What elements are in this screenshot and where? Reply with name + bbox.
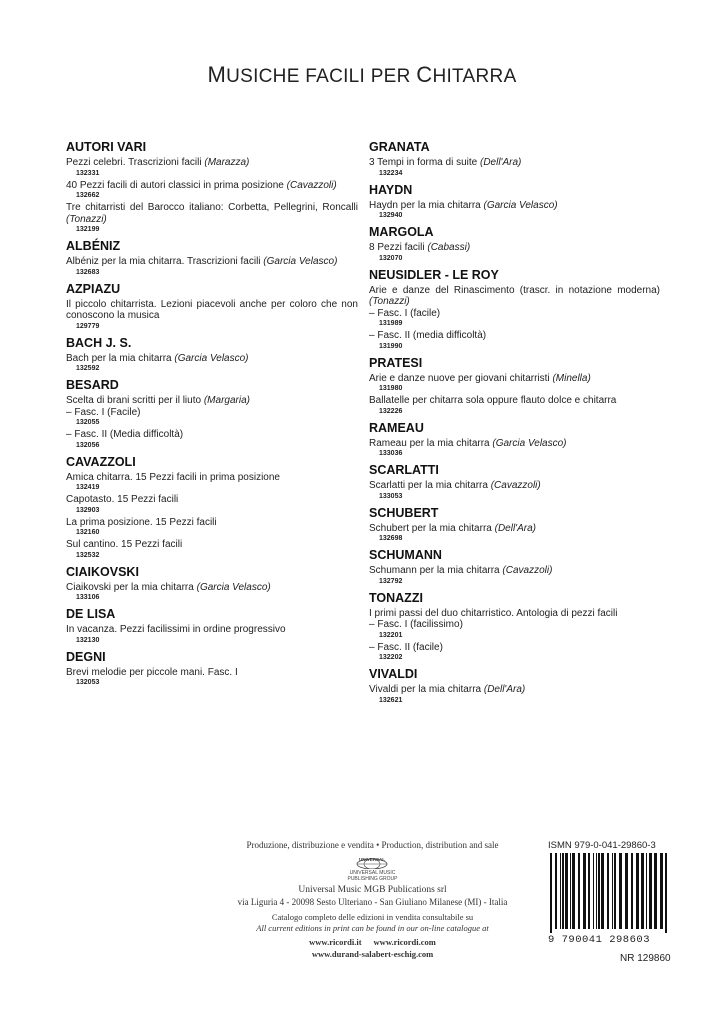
work-title-text: In vacanza. Pezzi facilissimi in ordine progressivo — [66, 624, 286, 635]
work-title — [66, 582, 358, 594]
work-title — [369, 242, 660, 254]
work-title-text: – Fasc. II (Media difficoltà) — [66, 429, 184, 440]
catalogue-code: 131980 — [379, 385, 403, 392]
catalogue-entry — [369, 140, 660, 179]
work-title-text: La prima posizione. 15 Pezzi facili — [66, 516, 217, 528]
barcode-bar — [583, 853, 586, 929]
arranger-name: (Garcia Velasco) — [196, 581, 271, 593]
work-title-text: 8 Pezzi facili — [369, 242, 428, 253]
barcode-bar — [631, 853, 633, 929]
arranger-name: (Cavazzoli) — [490, 480, 541, 491]
barcode-bar — [555, 853, 557, 929]
production-line: Produzione, distribuzione e vendita • Production, distribution and sale — [246, 840, 499, 850]
catalogue-code: 132226 — [379, 407, 403, 415]
barcode-bar — [596, 853, 597, 929]
barcode-bar — [636, 853, 639, 929]
work-title-text: Capotasto. 15 Pezzi facili — [66, 494, 179, 505]
work-title — [66, 407, 358, 419]
composer-name: DEGNI — [66, 649, 106, 664]
work-title — [66, 624, 358, 636]
barcode-bar — [565, 853, 568, 929]
catalogue-entry — [66, 239, 358, 278]
work-title — [369, 373, 660, 385]
work-title — [369, 157, 660, 169]
composer-name: DE LISA — [66, 607, 116, 621]
work-title-text: – Fasc. I (Facile) — [66, 406, 141, 418]
work-title — [66, 494, 358, 506]
work-title-text: Schubert per la mia chitarra — [369, 522, 495, 534]
arranger-name: (Garcia Velasco) — [174, 352, 249, 364]
work-title-text: Scelta di brani scritti per il liuto — [66, 395, 204, 406]
catalogue-entry — [369, 506, 660, 545]
arranger-name: (Margaria) — [203, 395, 250, 406]
catalogue-code: 131989 — [379, 320, 403, 327]
arranger-name: (Marazza) — [204, 157, 250, 168]
work-title-text: – Fasc. I (facilissimo) — [369, 619, 463, 630]
arranger-name: (Cabassi) — [427, 242, 471, 253]
catalogue-code: 132070 — [379, 254, 403, 262]
website-link-ricordi-com[interactable]: www.ricordi.com — [373, 937, 436, 947]
work-title — [369, 523, 660, 535]
arranger-name: (Garcia Velasco) — [492, 437, 567, 449]
work-title-text: Sul cantino. 15 Pezzi facili — [66, 539, 183, 550]
composer-name: MARGOLA — [369, 225, 434, 239]
catalogue-code: 132160 — [76, 529, 100, 536]
arranger-name: (Dell'Ara) — [483, 684, 526, 695]
composer-name: GRANATA — [369, 140, 430, 154]
catalogue-entry — [369, 463, 660, 502]
work-title — [66, 539, 358, 551]
catalogue-code: 133106 — [76, 594, 100, 601]
work-title-text: Ballatelle per chitarra sola oppure flauto dolce e chitarra — [369, 395, 617, 406]
catalogue-code: 132201 — [379, 631, 403, 639]
work-title — [66, 299, 358, 322]
catalogue-code: 132683 — [76, 268, 100, 276]
work-title — [369, 619, 660, 631]
work-title-text: Schumann per la mia chitarra — [369, 565, 503, 576]
catalogue-note-it: Catalogo completo delle edizioni in vendita consultabile su — [271, 912, 474, 922]
work-title — [369, 308, 660, 320]
barcode-bar — [570, 853, 571, 929]
composer-name: SCARLATTI — [369, 463, 439, 477]
work-title — [66, 429, 358, 441]
work-title — [369, 642, 660, 654]
catalogue-code: 132130 — [76, 636, 100, 644]
barcode-bar — [588, 853, 590, 929]
work-title-text: Haydn per la mia chitarra — [369, 199, 484, 211]
barcode-bar — [607, 853, 609, 929]
work-title — [369, 565, 660, 577]
barcode-bar — [560, 853, 561, 929]
catalogue-entry — [369, 225, 660, 264]
work-title-text: Tre chitarristi del Barocco italiano: Corbetta, Pellegrini, Roncalli — [66, 202, 358, 213]
catalogue-entry — [66, 455, 358, 561]
composer-name: SCHUMANN — [369, 548, 442, 562]
publisher-footer — [200, 840, 545, 960]
work-title — [66, 353, 358, 365]
composer-name: BESARD — [66, 378, 119, 392]
catalogue-entry — [369, 183, 660, 222]
work-title-text: Albéniz per la mia chitarra. Trascrizioni facili — [66, 256, 264, 267]
catalogue-entry — [66, 282, 358, 332]
catalogue-code: 132053 — [76, 679, 100, 686]
work-title-text: Amica chitarra. 15 Pezzi facili in prima posizione — [66, 471, 280, 483]
catalogue-code: 132202 — [379, 654, 403, 661]
barcode-block — [548, 840, 670, 946]
catalogue-entry — [66, 378, 358, 451]
catalogue-code: 132792 — [379, 577, 403, 585]
work-title-text: – Fasc. I (facile) — [369, 307, 441, 319]
barcode-bar — [550, 853, 552, 933]
catalogue-left-column — [66, 140, 358, 690]
catalogue-entry — [66, 336, 358, 375]
work-title — [66, 517, 358, 529]
catalogue-entry — [66, 565, 358, 604]
catalogue-code: 132592 — [76, 365, 100, 372]
work-title-text: – Fasc. II (media difficoltà) — [369, 330, 487, 341]
barcode-bar — [625, 853, 628, 929]
arranger-name: (Garcia Velasco) — [483, 199, 558, 211]
catalogue-code: 132698 — [379, 535, 403, 542]
composer-name: VIVALDI — [369, 667, 418, 681]
composer-name: ALBÉNIZ — [66, 239, 121, 253]
arranger-name: (Cavazzoli) — [502, 565, 553, 576]
work-title-text: Arie e danze del Rinascimento (trascr. in notazione moderna) — [369, 284, 660, 296]
barcode-bar — [593, 853, 594, 929]
barcode-bar — [572, 853, 575, 929]
catalogue-code: 131990 — [379, 342, 403, 350]
catalogue-code: 133053 — [379, 492, 403, 500]
work-title-text: Vivaldi per la mia chitarra — [369, 684, 484, 695]
catalogue-entry — [66, 650, 358, 689]
barcode-digits: 9 790041 298603 — [548, 934, 651, 946]
barcode-bar — [601, 853, 604, 929]
catalogue-code: 132234 — [379, 169, 403, 177]
barcode-bar — [562, 853, 564, 929]
barcode-bar — [612, 853, 613, 929]
universal-music-logo — [347, 855, 397, 882]
barcode-bar — [641, 853, 644, 929]
work-title-text: Il piccolo chitarrista. Lezioni piacevoli anche per coloro che non conoscono la musica — [66, 298, 358, 321]
composer-name: AZPIAZU — [66, 281, 121, 296]
work-title-text: Scarlatti per la mia chitarra — [369, 480, 491, 491]
catalogue-entry — [66, 607, 358, 646]
work-title — [369, 395, 660, 407]
website-link-ricordi-it[interactable]: www.ricordi.it — [309, 937, 362, 947]
work-title — [369, 438, 660, 450]
composer-name: RAMEAU — [369, 420, 424, 435]
catalogue-code: 132940 — [379, 212, 403, 219]
catalogue-code: 132903 — [76, 506, 100, 514]
website-link-durand[interactable]: www.durand-salabert-eschig.com — [311, 949, 434, 959]
catalogue-entry — [66, 140, 358, 235]
arranger-name: (Dell'Ara) — [479, 157, 522, 168]
catalogue-entry — [369, 421, 660, 460]
catalogue-entry — [369, 667, 660, 706]
catalogue-code: 132199 — [76, 226, 100, 233]
arranger-name: (Cavazzoli) — [286, 179, 337, 191]
page-title: MUSICHE FACILI PER CHITARRA — [207, 62, 517, 87]
work-title — [66, 180, 358, 192]
catalogue-entry — [369, 356, 660, 417]
catalogue-entry — [369, 591, 660, 664]
arranger-name: (Dell'Ara) — [494, 522, 536, 534]
catalogue-code: 132331 — [76, 169, 100, 177]
website-links — [200, 937, 545, 948]
logo-line-1: UNIVERSAL MUSIC — [349, 870, 396, 876]
barcode-bar — [660, 853, 663, 929]
arranger-name: (Garcia Velasco) — [263, 256, 338, 267]
barcode-icon — [548, 853, 670, 933]
composer-name: SCHUBERT — [369, 505, 439, 520]
barcode-bar — [578, 853, 580, 929]
globe-logo-icon — [355, 855, 389, 869]
work-title-text: 40 Pezzi facili di autori classici in prima posizione — [66, 179, 287, 191]
composer-name: CIAIKOVSKI — [66, 564, 139, 579]
logo-line-2: PUBLISHING GROUP — [347, 876, 398, 882]
barcode-bar — [654, 853, 657, 929]
publisher-address: via Liguria 4 - 20098 Sesto Ulteriano - San Giuliano Milanese (MI) - Italia — [237, 897, 508, 907]
composer-name: BACH J. S. — [66, 335, 132, 350]
catalogue-code: 132662 — [76, 192, 100, 199]
arranger-name: (Tonazzi) — [66, 213, 107, 225]
work-title — [66, 157, 358, 169]
catalogue-code: 133036 — [379, 450, 403, 457]
barcode-bar — [649, 853, 652, 929]
catalogue-entry — [369, 548, 660, 587]
composer-name: AUTORI VARI — [66, 140, 147, 154]
work-title — [369, 285, 660, 308]
catalogue-code: 129779 — [76, 322, 100, 330]
catalogue-code: 132621 — [379, 696, 403, 704]
catalogue-right-column — [369, 140, 660, 708]
work-title — [369, 480, 660, 492]
logo-wordmark: UNIVERSAL — [359, 857, 386, 862]
arranger-name: (Minella) — [552, 372, 591, 384]
work-title — [369, 200, 660, 212]
work-title — [66, 395, 358, 407]
catalogue-code: 132055 — [76, 419, 100, 426]
arranger-name: (Tonazzi) — [369, 296, 410, 307]
composer-name: PRATESI — [369, 355, 423, 370]
barcode-bar — [614, 853, 616, 929]
work-title — [369, 684, 660, 696]
work-title-text: Rameau per la mia chitarra — [369, 437, 493, 449]
work-title-text: Pezzi celebri. Trascrizioni facili — [66, 157, 205, 168]
publisher-name: Universal Music MGB Publications srl — [298, 885, 447, 895]
work-title — [66, 667, 358, 679]
barcode-bar — [619, 853, 622, 929]
catalogue-code: 132532 — [76, 551, 100, 559]
work-title — [66, 472, 358, 484]
work-title-text: I primi passi del duo chitarristico. Antologia di pezzi facili — [369, 607, 618, 619]
ismn-number: ISMN 979-0-041-29860-3 — [548, 840, 656, 851]
catalogue-code: 132419 — [76, 484, 100, 491]
composer-name: HAYDN — [369, 182, 413, 197]
work-title-text: Brevi melodie per piccole mani. Fasc. I — [66, 666, 238, 678]
work-title-text: 3 Tempi in forma di suite — [369, 157, 480, 168]
composer-name: CAVAZZOLI — [66, 454, 136, 469]
work-title-text: – Fasc. II (facile) — [369, 641, 443, 653]
catalogue-entry — [369, 268, 660, 352]
work-title — [66, 202, 358, 225]
work-title — [369, 608, 660, 620]
barcode-bar — [646, 853, 647, 929]
work-title-text: Ciaikovski per la mia chitarra — [66, 581, 197, 593]
catalogue-code: 132056 — [76, 441, 100, 449]
work-title-text: Bach per la mia chitarra — [66, 352, 175, 364]
composer-name: TONAZZI — [369, 590, 423, 605]
work-title-text: Arie e danze nuove per giovani chitarristi — [369, 372, 553, 384]
barcode-bar — [598, 853, 600, 929]
catalogue-number: NR 129860 — [620, 953, 671, 964]
work-title — [369, 330, 660, 342]
composer-name: NEUSIDLER - LE ROY — [369, 267, 499, 282]
barcode-bar — [665, 853, 667, 933]
work-title — [66, 256, 358, 268]
catalogue-note-en: All current editions in print can be found in our on-line catalogue at — [256, 923, 489, 933]
